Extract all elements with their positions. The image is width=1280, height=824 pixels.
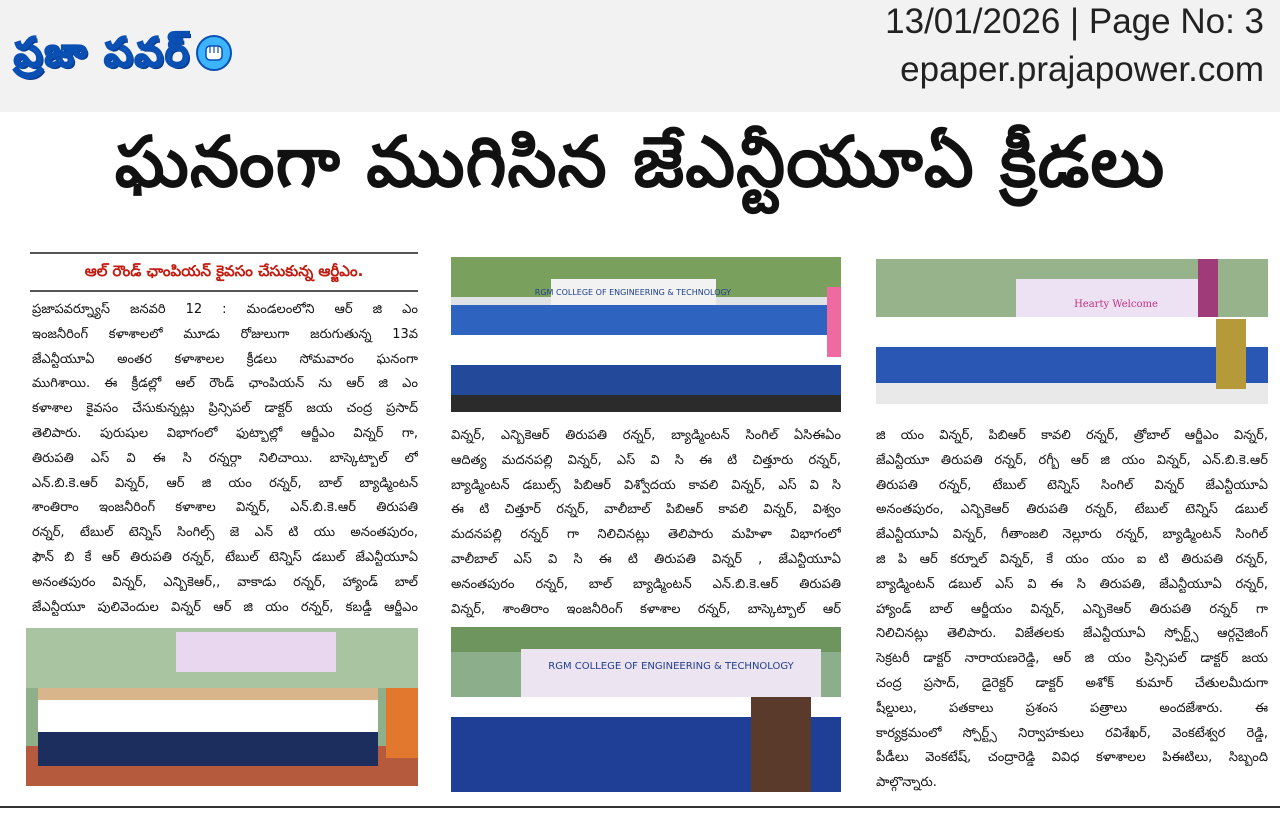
article-text-line: తెలిపారు. పురుషుల విభాగంలో ఫుట్బాల్లో ఆర్జీఎం విన్నర్ గా, xyxy=(32,425,418,441)
article-text-line: షీల్డులు, పతకాలు ప్రశంస పత్రాలు అందజేశారు. ఈ xyxy=(876,700,1268,716)
article-column-3 xyxy=(876,424,1268,804)
masthead-bar xyxy=(0,0,1280,112)
article-text-line: బ్యాడ్మింటన్ డబుల్ ఎస్ వి ఈ సి తిరుపతి, జేఎన్టీయూఏ రన్నర్, xyxy=(876,576,1268,592)
page-meta xyxy=(885,0,1264,92)
article-text-line: ఫౌన్ బి కే ఆర్ తిరుపతి రన్నర్, టేబుల్ టెన్నిస్ డబుల్ జేఎన్టీయూఏ xyxy=(32,549,418,565)
article-subheading: ఆల్ రౌండ్ ఛాంపియన్ కైవసం చేసుకున్న ఆర్జీఎం. xyxy=(30,252,418,292)
article-text-line: అనంతపురం విన్నర్, ఎన్బికెఆర్,, వాకాడు రన్నర్, హ్యాండ్ బాల్ xyxy=(32,574,418,590)
article-text-line: ఈ టి చిత్తూర్ రన్నర్, వాలీబాల్ పిబిఆర్ కావలి విన్నర్, విశ్వం xyxy=(451,502,841,518)
article-text-line: జేఎన్టీయూఏ విన్నర్, గీతాంజలి నెల్లూరు రన్నర్, బ్యాడ్మింటన్ సింగిల్ xyxy=(876,527,1268,543)
article-text-line: అనంతపురం రన్నర్, బాల్ బ్యాడ్మింటన్ ఎన్.బి.కె.ఆర్ తిరుపతి xyxy=(451,576,841,592)
banner-text-celebration: RGM COLLEGE OF ENGINEERING & TECHNOLOGY xyxy=(548,661,794,672)
article-text-line: విన్నర్, శాంతిరాం ఇంజనీరింగ్ కళాశాల రన్నర్, బాస్కెట్బాల్ ఆర్ xyxy=(451,601,841,617)
article-text-line: మదనపల్లి రన్నర్ గా నిలిచినట్లు తెలిపారు మహిళా విభాగంలో xyxy=(451,527,841,543)
article-text-line: జేఎన్టీయూఏ అంతర కళాశాలల క్రీడలు సోమవారం ఘనంగా xyxy=(32,351,418,367)
newspaper-logo[interactable] xyxy=(14,30,233,76)
article-text-line: విన్నర్, ఎన్బికెఆర్ తిరుపతి రన్నర్, బ్యాడ్మింటన్ సింగిల్ ఏసిఈఏం xyxy=(451,428,841,443)
article-text-line: రన్నర్, టేబుల్ టెన్నిస్ సింగిల్స్ జె ఎన్ టి యు అనంతపురం, xyxy=(32,525,418,541)
article-column-1 xyxy=(32,298,418,624)
article-headline: ఘనంగా ముగిసిన జేఎన్టీయూఏ క్రీడలు xyxy=(114,121,1166,203)
photo-winners-celebration[interactable] xyxy=(451,627,841,792)
article-text-line: హ్యాండ్ బాల్ ఆర్జీయం విన్నర్, ఎన్బికెఆర్ తిరుపతి రన్నర్ గా xyxy=(876,601,1268,617)
page-bottom-rule xyxy=(0,806,1280,808)
fist-icon xyxy=(195,34,233,72)
website-link[interactable]: epaper.prajapower.com xyxy=(900,50,1264,89)
banner-welcome-text: Hearty Welcome xyxy=(1074,299,1158,310)
date-page-label: 13/01/2026 | Page No: 3 xyxy=(885,2,1264,41)
article-text-line: జేఎన్టీయూ తిరుపతి రన్నర్, రగ్బీ ఆర్ జి యం విన్నర్, ఎన్.బి.కె.ఆర్ xyxy=(876,452,1268,468)
logo-text: ప్రజా పవర్ xyxy=(14,30,191,76)
article-text-line: అనంతపురం, ఎన్బికెఆర్ తిరుపతి రన్నర్, టేబుల్ టెన్నిస్ డబుల్ xyxy=(876,502,1268,518)
article-text-line: ఇంజనీరింగ్ కళాశాలలో మూడు రోజులుగా జరుగుతున్న 13వ xyxy=(32,326,418,342)
article-text-line: జి యం విన్నర్, పిబిఆర్ కావలి రన్నర్, త్రోబాల్ ఆర్జీఎం విన్నర్, xyxy=(876,428,1268,443)
article-text-line: ఎన్.బి.కె.ఆర్ విన్నర్, ఆర్ జి యం రన్నర్, బాల్ బ్యాడ్మింటన్ xyxy=(32,475,418,491)
article-text-line: కళాశాల కైవసం చేసుకున్నట్లు ప్రిన్సిపల్ డాక్టర్ జయ చంద్ర ప్రసాద్ xyxy=(32,401,418,417)
article-text-line: జేఎన్టీయూ పులివెందుల విన్నర్ ఆర్ జి యం రన్నర్, కబడ్డీ ఆర్జీఎం xyxy=(32,599,418,615)
article-column-2 xyxy=(451,424,841,622)
article-text-line: శాంతిరాం ఇంజనీరింగ్ కళాశాల విన్నర్, ఎన్.బి.కె.ఆర్ తిరుపతి xyxy=(32,500,418,516)
article-text-line: ఆదిత్య మదనపల్లి విన్నర్, ఎస్ వి సి ఈ టి చిత్తూరు రన్నర్, xyxy=(451,452,841,468)
article-text-line: చంద్ర ప్రసాద్, డైరెక్టర్ డాక్టర్ అశోక్ కుమార్ చేతులమీదుగా xyxy=(876,675,1268,691)
article-text-line: నిలిచినట్లు తెలిపారు. విజేతలకు జేఎన్టీయూఏ స్పోర్ట్స్ ఆర్గనైజింగ్ xyxy=(876,626,1268,642)
article-text-line: తిరుపతి రన్నర్, టేబుల్ టెన్నిస్ సింగిల్ విన్నర్ జేఎన్టీయూఏ xyxy=(876,477,1268,493)
banner-text-center: RGM COLLEGE OF ENGINEERING & TECHNOLOGY xyxy=(534,288,732,297)
article-text-line: ప్రజాపవర్న్యూస్ జనవరి 12 : మండలంలోని ఆర్ జి ఎం xyxy=(32,302,418,317)
photo-team-group-left[interactable] xyxy=(26,628,418,786)
article-text-line: పాల్గొన్నారు. xyxy=(876,775,937,791)
article-text-line: ముగిశాయి. ఈ క్రీడల్లో ఆల్ రౌండ్ ఛాంపియన్ ను ఆర్ జి ఎం xyxy=(32,376,418,392)
article-text-line: వాలీబాల్ ఎస్ వి సి ఈ టి తిరుపతి విన్నర్ , జేఎన్టీయూఏ xyxy=(451,551,841,567)
article-text-line: జి పి ఆర్ కర్నూల్ విన్నర్, కే యం యం ఐ టి తిరుపతి రన్నర్, xyxy=(876,551,1268,567)
article-text-line: సెక్రటరీ డాక్టర్ నారాయణరెడ్డి, ఆర్ జి యం ప్రిన్సిపల్ డాక్టర్ జయ xyxy=(876,651,1268,667)
article-text-line: కార్యక్రమంలో స్పోర్ట్స్ నిర్వాహకులు రవిశేఖర్, వెంకటేశ్వర రెడ్డి, xyxy=(876,725,1268,741)
photo-women-team-group[interactable] xyxy=(876,259,1268,404)
photo-team-group-center[interactable] xyxy=(451,257,841,412)
article-text-line: బ్యాడ్మింటన్ డబుల్స్ పిబిఆర్ విశ్వోదయ కావలి విన్నర్, ఎస్ వి సి xyxy=(451,477,841,493)
article-text-line: తిరుపతి ఎస్ వి ఈ సి రన్నర్గా నిలిచాయి. బాస్కెట్బాల్ లో xyxy=(32,450,418,466)
article-text-line: పీడీలు వెంకటేష్, చంద్రారెడ్డి వివిధ కళాశాలల పిఈటిలు, సిబ్బంది xyxy=(876,750,1268,766)
